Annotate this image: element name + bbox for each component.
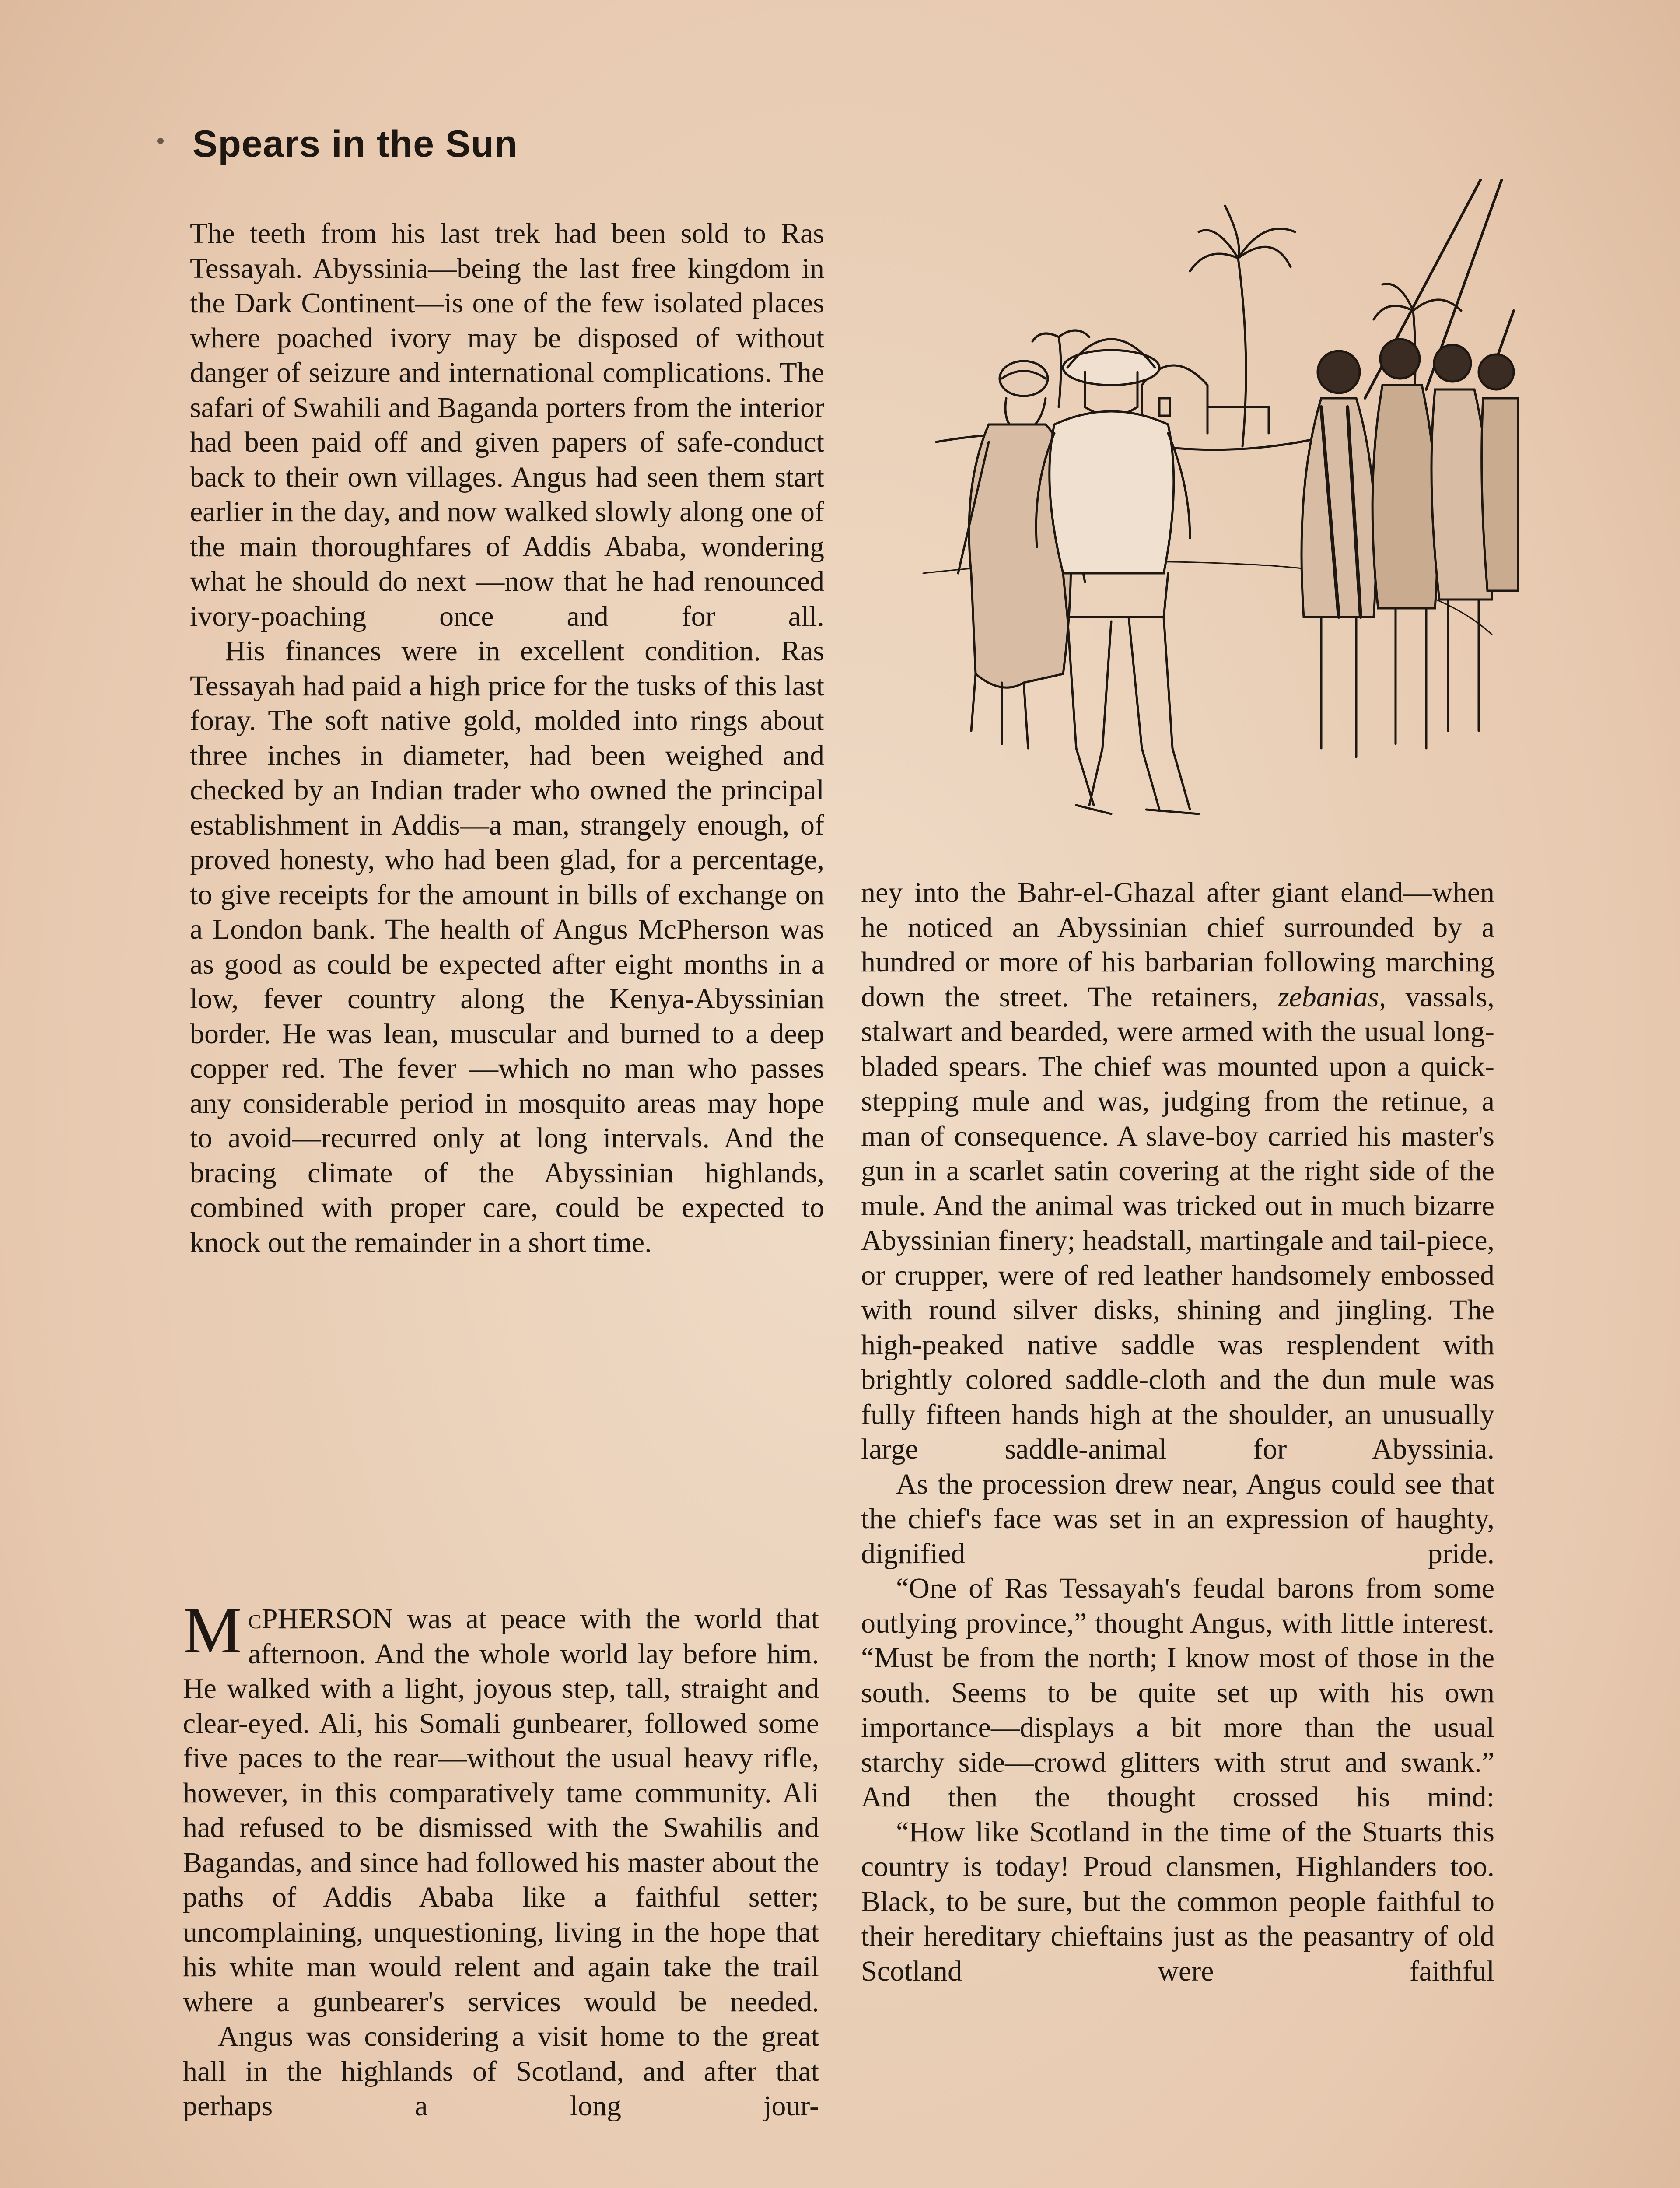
left-column-top bbox=[190, 216, 824, 1260]
paragraph: Angus was considering a visit home to the great hall in the highlands of Scotland, and after that perhaps a long jour- bbox=[183, 2020, 819, 2122]
paragraph: His finances were in excellent condition. Ras Tessayah had paid a high price for the tusks of this last foray. The soft native gold, molded into rings about three inches in diameter, had been weighed and checked by an Indian trader who owned the principal establishment in Addis—a man, strangely enough, of proved honesty, who had been glad, for a percentage, to give receipts for the amount in bills of exchange on a London bank. The health of Angus McPherson was as good as could be expected after eight months in a low, fever country along the Kenya-Abyssinian border. He was lean, muscular and burned to a deep copper red. The fever —which no man who passes any considerable period in mosquito areas may hope to avoid—recurred only at long intervals. And the bracing climate of the Abyssinian highlands, combined with proper care, could be expected to knock out the remainder in a short time. bbox=[190, 635, 824, 1259]
page-title: Spears in the Sun bbox=[192, 123, 518, 165]
paragraph bbox=[183, 1593, 819, 2019]
paragraph: “How like Scotland in the time of the Stuarts this country is today! Proud clansmen, Highlanders too. Black, to be sure, but the common people faithful to their hereditary chieftains just as the peasantry of old Scotland were faithful bbox=[861, 1816, 1494, 1987]
title-bullet bbox=[158, 138, 164, 144]
drop-cap-rest: cPHERSON bbox=[248, 1603, 393, 1635]
paragraph-text: was at peace with the world that afternoon. And the whole world lay before him. He walked with a light, joyous step, tall, straight and clear-eyed. Ali, his Somali gunbearer, followed some five paces to the rear—without the usual heavy rifle, however, in this comparatively tame community. Ali had refused to be dismissed with the Swahilis and Bagandas, and since had followed his master about the paths of Addis Ababa like a faithful setter; uncomplaining, unquestioning, living in the hope that his white man would relent and again take the trail where a gunbearer's services would be needed. bbox=[183, 1603, 819, 2018]
safari-scene-illustration bbox=[858, 179, 1527, 849]
right-column bbox=[861, 875, 1494, 1988]
paragraph-text: ney into the Bahr-el-Ghazal after giant eland—when he noticed an Abyssinian chief surrounded by a hundred or more of his barbarian following marching down the street. The retainers, bbox=[861, 877, 1494, 1013]
drop-cap: M bbox=[183, 1593, 242, 1667]
left-column-bottom bbox=[183, 1593, 819, 2124]
paragraph: “One of Ras Tessayah's feudal barons from some outlying province,” thought Angus, with little interest. “Must be from the north; I know most of those in the south. Seems to be quite set up with his own importance—displays a bit more than the usual starchy side—crowd glitters with strut and swank.” And then the thought crossed his mind: bbox=[861, 1572, 1494, 1813]
paragraph-text: vassals, stalwart and bearded, were armed with the usual long-bladed spears. The chief was mounted upon a quick-stepping mule and was, judging from the retinue, a man of consequence. A slave-boy carried his master's gun in a scarlet satin covering at the right side of the mule. And the animal was tricked out in much bizarre Abyssinian finery; headstall, martingale and tail-piece, or crupper, were of red leather handsomely embossed with round silver disks, shining and jingling. The high-peaked native saddle was resplendent with brightly colored saddle-cloth and the dun mule was fully fifteen hands high at the shoulder, an unusually large saddle-animal for Abyssinia. bbox=[861, 981, 1494, 1465]
paragraph: As the procession drew near, Angus could see that the chief's face was set in an expression of haughty, dignified pride. bbox=[861, 1468, 1494, 1570]
paragraph bbox=[861, 875, 1494, 1467]
italic-term: zebanias, bbox=[1278, 981, 1386, 1013]
paragraph: The teeth from his last trek had been sold to Ras Tessayah. Abyssinia—being the last free kingdom in the Dark Continent—is one of the few isolated places where poached ivory may be disposed of without danger of seizure and international complications. The safari of Swahili and Baganda porters from the interior had been paid off and given papers of safe-conduct back to their own villages. Angus had seen them start earlier in the day, and now walked slowly along one of the main thoroughfares of Addis Ababa, wondering what he should do next —now that he had renounced ivory-poaching once and for all. bbox=[190, 217, 824, 632]
